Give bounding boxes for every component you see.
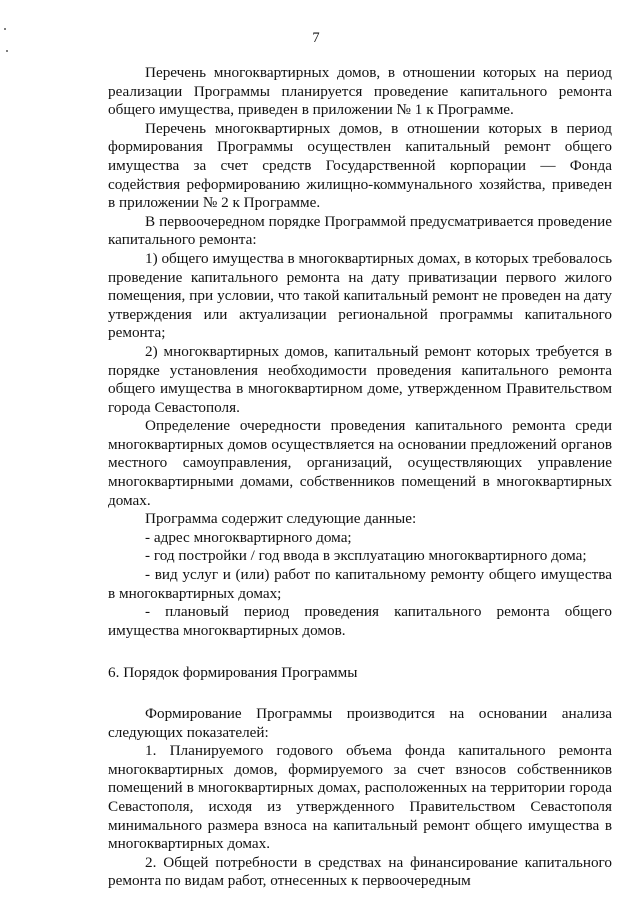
paragraph-order-determination: Определение очередности проведения капитального ремонта среди многоквартирных домов осуществляется на основании предложений органов местного самоуправления, организаций, осуществляющих управление многоквартирными домами, собственников помещений в многоквартирных домах. <box>108 417 612 509</box>
document-body <box>108 64 612 891</box>
list-item-period: - плановый период проведения капитального ремонта общего имущества многоквартирных домов. <box>108 603 612 639</box>
paragraph-formation-intro: Формирование Программы производится на основании анализа следующих показателей: <box>108 705 612 741</box>
scan-speck <box>6 50 8 52</box>
paragraph-appendix-1: Перечень многоквартирных домов, в отношении которых на период реализации Программы планируется проведение капитального ремонта общего имущества, приведен в приложении № 1 к Программе. <box>108 64 612 119</box>
paragraph-priority-intro: В первоочередном порядке Программой предусматривается проведение капитального ремонта: <box>108 212 612 249</box>
paragraph-priority-item-1: 1) общего имущества в многоквартирных домах, в которых требовалось проведение капитального ремонта на дату приватизации первого жилого помещения, при условии, что такой капитальный ремонт не проведен на дату утверждения или актуализации региональной программы капитального ремонта; <box>108 249 612 342</box>
paragraph-priority-item-2: 2) многоквартирных домов, капитальный ремонт которых требуется в порядке установления необходимости проведения капитального ремонта общего имущества в многоквартирном доме, утвержденном Правительством города Севастополя. <box>108 342 612 416</box>
paragraph-indicator-1: 1. Планируемого годового объема фонда капитального ремонта многоквартирных домов, формируемого за счет взносов собственников помещений в многоквартирных домах, расположенных на территории города Севастополя, исходя из утвержденного Правительством Севастополя минимального размера взноса на капитальный ремонт общего имущества в многоквартирных домах. <box>108 742 612 853</box>
page-number: 7 <box>312 30 320 46</box>
list-item-year: - год постройки / год ввода в эксплуатацию многоквартирного дома; <box>145 547 587 565</box>
section-heading: 6. Порядок формирования Программы <box>108 664 358 682</box>
paragraph-program-contents: Программа содержит следующие данные: <box>145 510 417 528</box>
list-item-address: - адрес многоквартирного дома; <box>145 528 352 546</box>
paragraph-appendix-2: Перечень многоквартирных домов, в отношении которых в период формирования Программы осуществлен капитальный ремонт общего имущества за счет средств Государственной корпорации — Фонда содействия реформированию жилищно-коммунального хозяйства, приведен в приложении № 2 к Программе. <box>108 119 612 212</box>
list-item-services: - вид услуг и (или) работ по капитальному ремонту общего имущества в многоквартирных домах; <box>108 566 612 602</box>
paragraph-indicator-2: 2. Общей потребности в средствах на финансирование капитального ремонта по видам работ, отнесенных к первоочередным <box>108 853 612 890</box>
